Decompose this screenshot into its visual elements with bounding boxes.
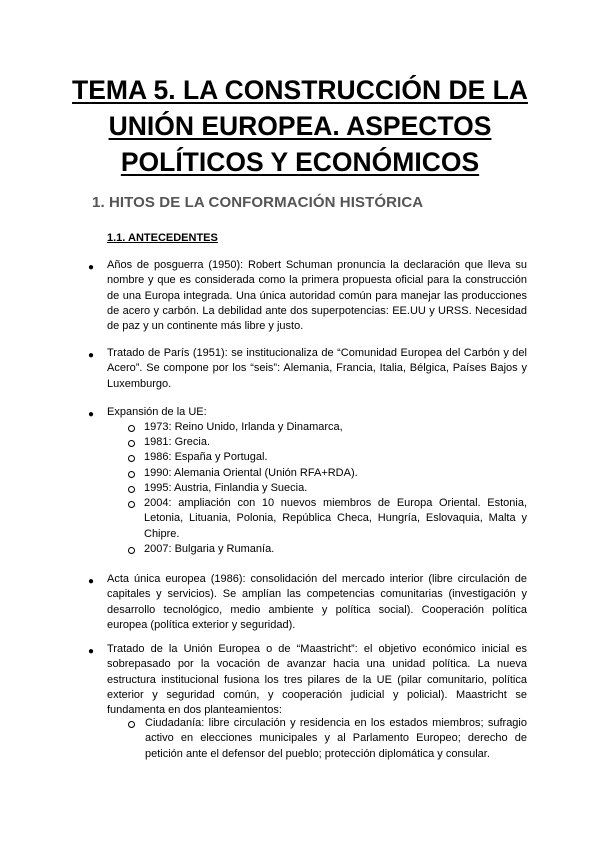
- circle-bullet-icon: [128, 547, 135, 554]
- circle-bullet-icon: [128, 501, 135, 508]
- circle-bullet-icon: [128, 440, 135, 447]
- expansion-item-2004: 2004: ampliación con 10 nuevos miembros de Europa Oriental. Estonia, Letonia, Lituania, Polonia, República Checa, Hungría, Eslovaquia, Malta y Chipre.: [144, 497, 527, 540]
- subsection-heading: 1.1. ANTECEDENTES: [107, 232, 218, 244]
- bullet-tratado-paris: Tratado de París (1951): se institucionaliza de “Comunidad Europea del Carbón y del Acero”. Se compone por los “seis”: Alemania, Francia, Italia, Bélgica, Países Bajos y Luxemburgo.: [107, 347, 527, 390]
- bullet-icon: ●: [88, 350, 95, 361]
- circle-bullet-icon: [128, 455, 135, 462]
- bullet-icon: ●: [88, 646, 95, 657]
- expansion-item-1973: 1973: Reino Unido, Irlanda y Dinamarca,: [144, 421, 343, 433]
- circle-bullet-icon: [128, 486, 135, 493]
- circle-bullet-icon: [128, 425, 135, 432]
- bullet-acta-unica: Acta única europea (1986): consolidación del mercado interior (libre circulación de capitales y servicios). Se amplían las competencias comunitarias (investigación y desarrollo tecnológico, medio ambiente y política social). Cooperación política europea (política exterior y seguridad).: [107, 573, 527, 631]
- bullet-icon: ●: [88, 409, 95, 420]
- expansion-item-2007: 2007: Bulgaria y Rumanía.: [144, 543, 275, 555]
- bullet-icon: ●: [88, 262, 95, 273]
- bullet-icon: ●: [88, 576, 95, 587]
- expansion-item-1990: 1990: Alemania Oriental (Unión RFA+RDA).: [144, 467, 358, 479]
- expansion-item-1995: 1995: Austria, Finlandia y Suecia.: [144, 482, 308, 494]
- maastricht-item-ciudadania: Ciudadanía: libre circulación y residencia en los estados miembros; sufragio activo en elecciones municipales y al Parlamento Europeo; derecho de petición ante el defensor del pueblo; protección diplomática y consular.: [145, 717, 527, 760]
- circle-bullet-icon: [128, 721, 135, 728]
- section-heading: 1. HITOS DE LA CONFORMACIÓN HISTÓRICA: [92, 194, 424, 211]
- page-title: TEMA 5. LA CONSTRUCCIÓN DE LA UNIÓN EUROPEA. ASPECTOS POLÍTICOS Y ECONÓMICOS: [72, 75, 528, 177]
- bullet-posguerra: Años de posguerra (1950): Robert Schuman pronuncia la declaración que lleva su nombre y que es considerada como la primera propuesta oficial para la construcción de una Europa integrada. Una única autoridad común para manejar las producciones de acero y carbón. La debilidad ante dos superpotencias: EE.UU y URSS. Necesidad de paz y un continente más libre y justo.: [107, 259, 527, 333]
- bullet-expansion: Expansión de la UE:: [107, 406, 207, 418]
- expansion-item-1986: 1986: España y Portugal.: [144, 451, 268, 463]
- bullet-maastricht: Tratado de la Unión Europea o de “Maastricht”: el objetivo económico inicial es sobrepasado por la vocación de avanzar hacia una unidad política. La nueva estructura institucional fusiona los tres pilares de la UE (pilar comunitario, política exterior y seguridad común, y cooperación judicial y policial). Maastricht se fundamenta en dos planteamientos:: [107, 643, 527, 717]
- circle-bullet-icon: [128, 471, 135, 478]
- expansion-item-1981: 1981: Grecia.: [144, 436, 211, 448]
